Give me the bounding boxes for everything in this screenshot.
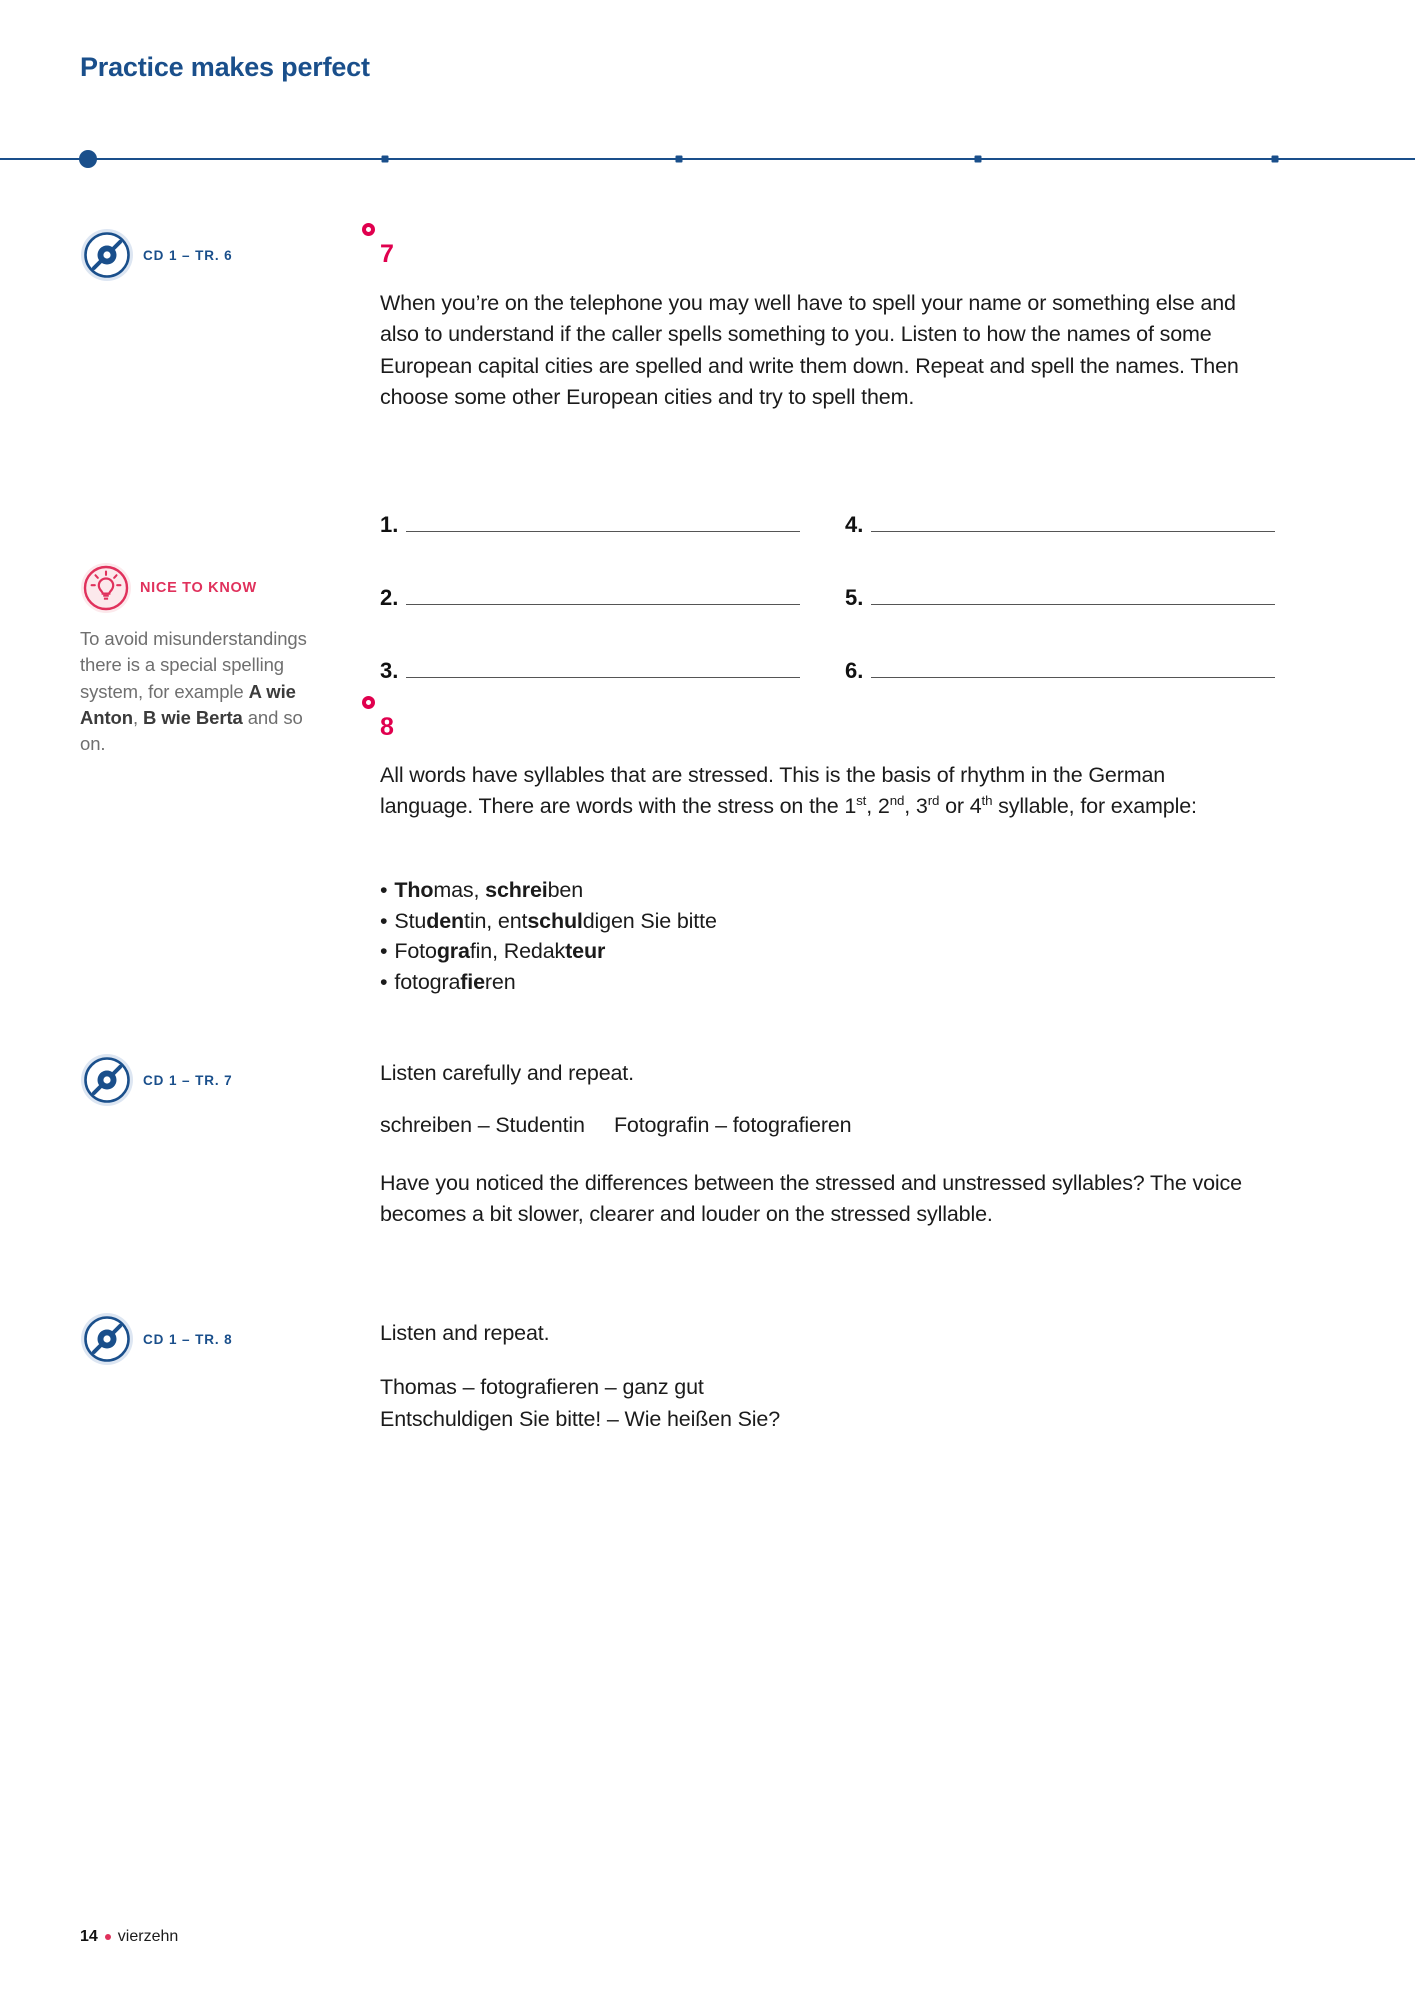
blank-write-line[interactable] (406, 659, 800, 678)
si-0-0: Tho (394, 878, 434, 902)
cd-marker-track-7[interactable] (80, 1053, 233, 1107)
blank-row-1[interactable] (380, 512, 800, 538)
blank-number: 6. (845, 658, 864, 683)
si-2-2: fin, Redak (469, 939, 566, 964)
divider-line (0, 158, 1415, 160)
track-7-note: Have you noticed the differences between the stressed and unstressed syllables? The voice becomes a bit slower, clearer and louder on the stressed syllable. (380, 1171, 1242, 1227)
cd-disc-icon (80, 1312, 134, 1366)
exercise-number-8 (380, 715, 394, 740)
ntk-text-1: To avoid misunderstandings there is a special spelling system, for example (80, 628, 307, 702)
rule-dot-2 (382, 155, 389, 162)
track-7-examples: schreiben – Studentin Fotografin – fotografieren (380, 1113, 852, 1137)
cd-track-label: CD 1 – TR. 8 (143, 1331, 233, 1347)
blank-write-line[interactable] (871, 659, 1275, 678)
track-8-line-1: Thomas – fotografieren – ganz gut (380, 1375, 704, 1399)
track-8-instruction: Listen and repeat. (380, 1321, 550, 1345)
bullet-icon: • (380, 939, 388, 964)
rule-dot-5 (1272, 155, 1279, 162)
ex8-part-4: or 4 (939, 794, 982, 819)
exercise-bullet-ring-icon (362, 696, 375, 709)
si-3-2: ren (484, 969, 516, 994)
ex8-part-1: All words have syllables that are stressed. This is the basis of rhythm in the German language. There are words with the stress on the 1 (380, 763, 1166, 819)
si-3-0: fotogra (394, 969, 461, 994)
ordinal-rd: rd (927, 793, 940, 809)
ordinal-th: th (981, 793, 993, 809)
blank-row-3[interactable] (380, 658, 800, 684)
si-0-2: schrei (485, 878, 548, 902)
si-2-0: Foto (394, 939, 437, 964)
ordinal-nd: nd (889, 793, 905, 809)
lightbulb-icon (80, 562, 132, 614)
si-0-3: ben (547, 878, 584, 902)
header-divider-rule (0, 157, 1415, 160)
exercise-number-7 (380, 242, 394, 267)
si-1-0: Stu (394, 908, 427, 933)
page-header (80, 52, 1340, 83)
ntk-text-2: A wie Anton (80, 680, 296, 728)
cd-marker-track-8[interactable] (80, 1312, 233, 1366)
si-2-1: gra (436, 939, 470, 964)
si-1-1: den (426, 908, 464, 933)
nice-to-know-title: NICE TO KNOW (140, 580, 257, 596)
footer-page-number: 14 (80, 1928, 98, 1945)
blank-number: 1. (380, 512, 399, 537)
nice-to-know-body (80, 626, 312, 757)
nice-to-know-header (80, 562, 312, 614)
si-1-4: digen Sie bitte (582, 908, 717, 933)
rule-dot-4 (975, 155, 982, 162)
si-1-3: schul (527, 908, 583, 933)
stress-example-list (380, 875, 717, 997)
blank-row-6[interactable] (845, 658, 1275, 684)
ordinal-st: st (856, 793, 867, 809)
blank-number: 4. (845, 512, 864, 537)
nice-to-know-box (80, 562, 312, 757)
page-footer (80, 1928, 178, 1946)
ntk-text-4: B wie Berta (143, 706, 243, 728)
list-item (380, 967, 717, 998)
blank-number: 2. (380, 585, 399, 610)
bullet-icon: • (380, 878, 388, 902)
ntk-text-5: and so on. (80, 706, 303, 755)
ntk-text-3: , (132, 706, 144, 728)
exercise-8-text (380, 760, 1260, 823)
track-7-instruction: Listen carefully and repeat. (380, 1061, 634, 1085)
blank-number: 3. (380, 658, 399, 683)
blank-number: 5. (845, 585, 864, 610)
cd-marker-track-6[interactable] (80, 228, 233, 282)
si-0-1: mas, (433, 878, 486, 902)
list-item (380, 936, 717, 967)
blank-row-5[interactable] (845, 585, 1275, 611)
ex8-part-5: syllable, for example: (992, 794, 1197, 819)
si-1-2: tin, ent (464, 908, 528, 933)
si-2-3: teur (565, 939, 606, 964)
ex8-part-3: , 3 (904, 794, 928, 819)
blank-row-4[interactable] (845, 512, 1275, 538)
rule-dot-3 (676, 155, 683, 162)
exercise-7-text: When you’re on the telephone you may well have to spell your name or something else and also to understand if the caller spells something to you. Listen to how the names of some European capital cities are spelled and write them down. Repeat and spell the names. Then choose some other European cities and try to spell them. (380, 291, 1239, 410)
cd-disc-icon (80, 1053, 134, 1107)
bullet-icon: • (380, 969, 388, 994)
list-item (380, 875, 717, 906)
blank-write-line[interactable] (406, 513, 800, 532)
exercise-number-label: 8 (380, 713, 394, 741)
blank-write-line[interactable] (871, 513, 1275, 532)
blank-write-line[interactable] (406, 586, 800, 605)
exercise-number-label: 7 (380, 240, 394, 268)
rule-dot-1 (79, 150, 97, 168)
track-8-line-2: Entschuldigen Sie bitte! – Wie heißen Sie? (380, 1407, 781, 1431)
blank-row-2[interactable] (380, 585, 800, 611)
cd-track-label: CD 1 – TR. 7 (143, 1072, 233, 1088)
footer-page-word: vierzehn (117, 1928, 179, 1945)
exercise-bullet-ring-icon (362, 223, 375, 236)
blank-write-line[interactable] (871, 586, 1275, 605)
footer-separator-dot-icon (105, 1934, 111, 1940)
cd-disc-icon (80, 228, 134, 282)
list-item (380, 906, 717, 937)
ex8-part-2: , 2 (866, 794, 890, 819)
cd-track-label: CD 1 – TR. 6 (143, 247, 233, 263)
bullet-icon: • (380, 908, 388, 933)
si-3-1: fie (460, 969, 485, 994)
page-title: Practice makes perfect (80, 52, 370, 82)
